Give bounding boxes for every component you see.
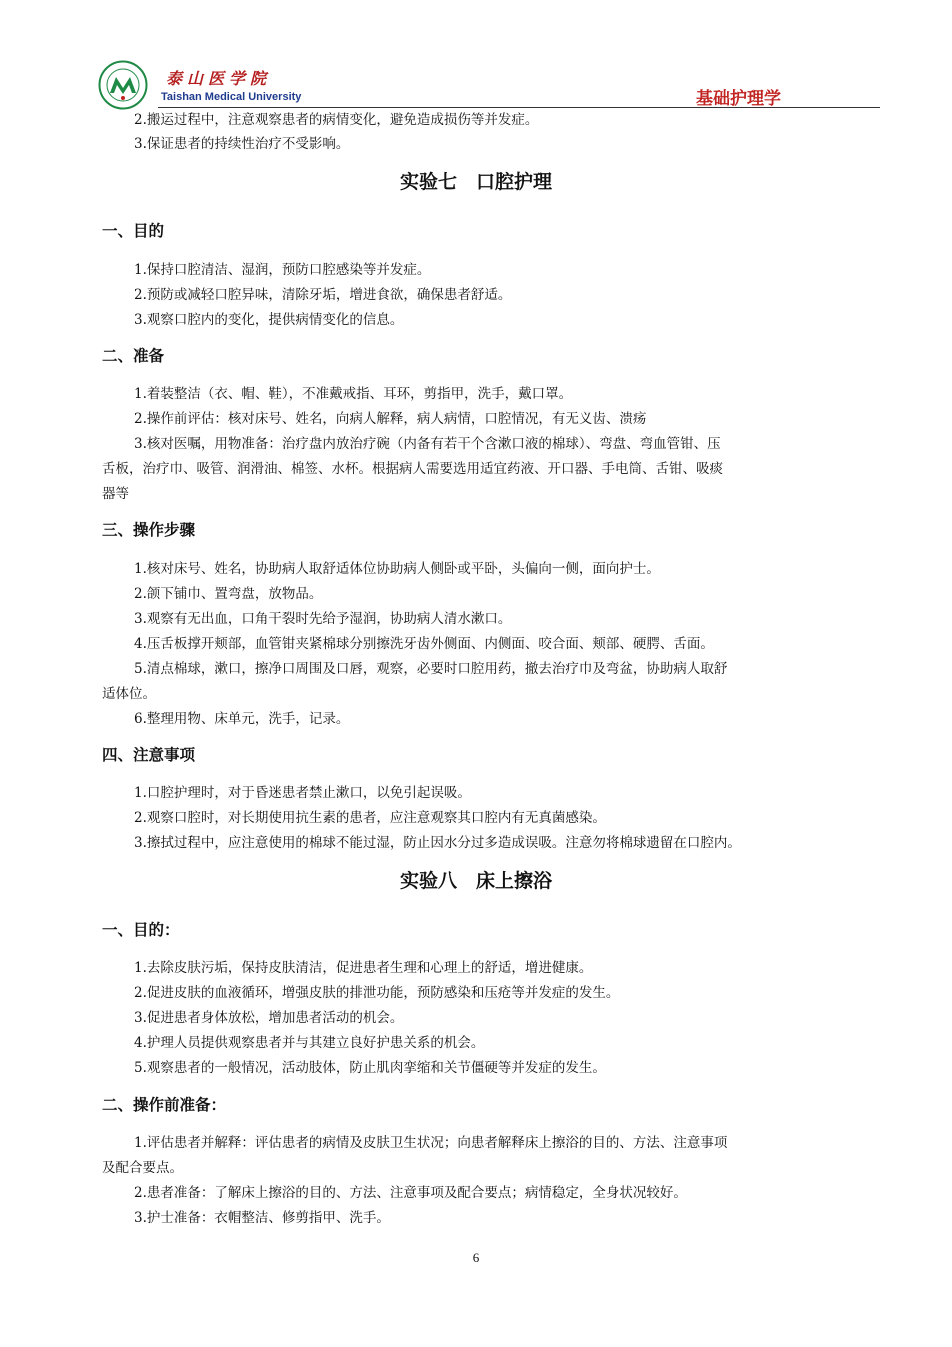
- list-item: 1.评估患者并解释：评估患者的病情及皮肤卫生状况；向患者解释床上擦浴的目的、方法、注意事项: [134, 1135, 728, 1151]
- list-item: 1.核对床号、姓名，协助病人取舒适体位协助病人侧卧或平卧，头偏向一侧，面向护士。: [134, 561, 660, 577]
- list-item-continued: 舌板，治疗巾、吸管、润滑油、棉签、水杯。根据病人需要选用适宜药液、开口器、手电筒、舌钳、吸痰: [102, 461, 723, 477]
- list-item: 4.压舌板撑开颊部，血管钳夹紧棉球分别擦洗牙齿外侧面、内侧面、咬合面、颊部、硬腭、舌面。: [134, 636, 714, 652]
- section-heading: 一、目的: [102, 222, 165, 240]
- list-item: 3.观察有无出血，口角干裂时先给予湿润，协助病人清水漱口。: [134, 611, 512, 627]
- list-item: 5.清点棉球，漱口，擦净口周围及口唇，观察，必要时口腔用药，撤去治疗巾及弯盆，协助病人取舒: [134, 661, 728, 677]
- list-item-continued: 适体位。: [102, 686, 156, 702]
- list-item: 3.核对医嘱，用物准备：治疗盘内放治疗碗（内备有若干个含漱口液的棉球）、弯盘、弯血管钳、压: [134, 436, 721, 452]
- section-heading: 二、操作前准备：: [102, 1096, 227, 1114]
- page-number: 6: [472, 1250, 480, 1265]
- section-heading: 三、操作步骤: [102, 521, 196, 539]
- list-item: 2.患者准备：了解床上擦浴的目的、方法、注意事项及配合要点；病情稳定，全身状况较好。: [134, 1185, 687, 1201]
- section-title: 实验八 床上擦浴: [399, 870, 552, 892]
- header-divider: [158, 107, 880, 108]
- course-title: 基础护理学: [696, 89, 781, 109]
- list-item-continued: 器等: [102, 486, 129, 502]
- section-heading: 二、准备: [102, 347, 165, 365]
- list-item: 2.搬运过程中，注意观察患者的病情变化，避免造成损伤等并发症。: [134, 112, 539, 128]
- list-item: 1.去除皮肤污垢，保持皮肤清洁，促进患者生理和心理上的舒适，增进健康。: [134, 960, 593, 976]
- list-item: 3.保证患者的持续性治疗不受影响。: [134, 136, 350, 152]
- school-name-cn: 泰山医学院: [166, 69, 272, 88]
- list-item: 2.观察口腔时，对长期使用抗生素的患者，应注意观察其口腔内有无真菌感染。: [134, 810, 606, 826]
- list-item: 4.护理人员提供观察患者并与其建立良好护患关系的机会。: [134, 1035, 485, 1051]
- section-title: 实验七 口腔护理: [399, 171, 552, 193]
- school-name-en: Taishan Medical University: [161, 91, 302, 103]
- page-header: [98, 60, 880, 110]
- list-item: 3.观察口腔内的变化，提供病情变化的信息。: [134, 312, 404, 328]
- list-item: 2.颌下铺巾、置弯盘，放物品。: [134, 586, 323, 602]
- list-item: 3.擦拭过程中，应注意使用的棉球不能过湿，防止因水分过多造成误吸。注意勿将棉球遗留在口腔内。: [134, 835, 741, 851]
- section-heading: 四、注意事项: [102, 746, 196, 764]
- list-item: 6.整理用物、床单元，洗手，记录。: [134, 711, 350, 727]
- list-item: 1.保持口腔清洁、湿润，预防口腔感染等并发症。: [134, 262, 431, 278]
- list-item: 2.预防或减轻口腔异味，清除牙垢，增进食欲，确保患者舒适。: [134, 287, 512, 303]
- list-item-continued: 及配合要点。: [102, 1160, 183, 1176]
- list-item: 3.护士准备：衣帽整洁、修剪指甲、洗手。: [134, 1210, 390, 1226]
- university-logo: [98, 60, 148, 110]
- list-item: 1.着装整洁（衣、帽、鞋），不准戴戒指、耳环，剪指甲，洗手，戴口罩。: [134, 386, 573, 402]
- list-item: 2.操作前评估：核对床号、姓名，向病人解释，病人病情，口腔情况，有无义齿、溃疡: [134, 411, 647, 427]
- list-item: 2.促进皮肤的血液循环，增强皮肤的排泄功能，预防感染和压疮等并发症的发生。: [134, 985, 620, 1001]
- list-item: 1.口腔护理时，对于昏迷患者禁止漱口，以免引起误吸。: [134, 785, 471, 801]
- section-heading: 一、目的：: [102, 921, 180, 939]
- list-item: 3.促进患者身体放松，增加患者活动的机会。: [134, 1010, 404, 1026]
- list-item: 5.观察患者的一般情况，活动肢体，防止肌肉挛缩和关节僵硬等并发症的发生。: [134, 1060, 606, 1076]
